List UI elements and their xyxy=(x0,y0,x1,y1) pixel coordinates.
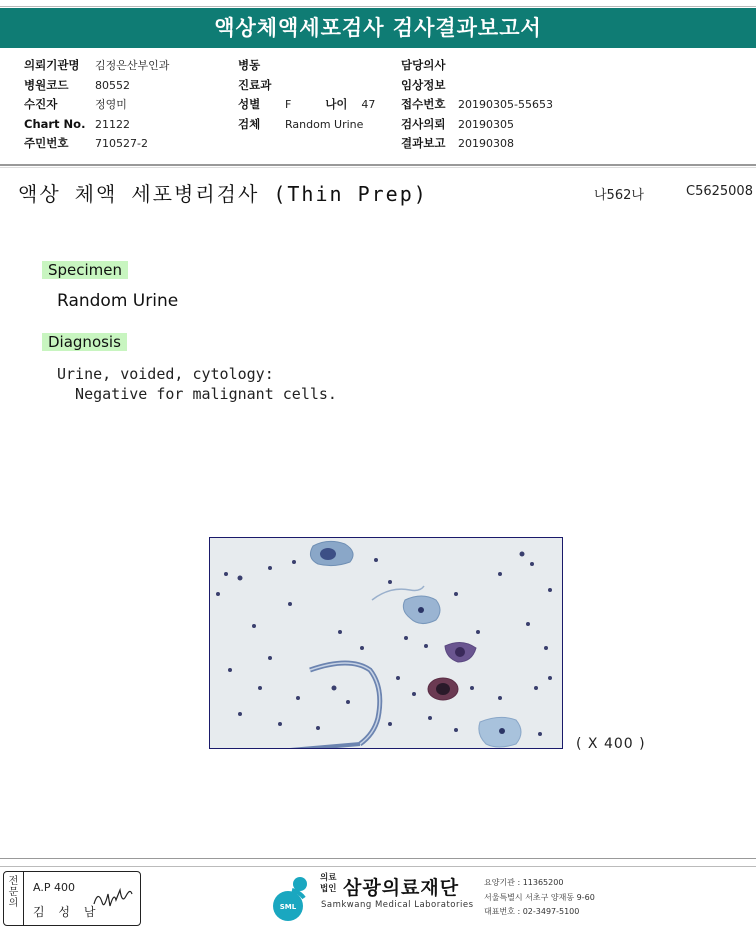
magnification-label: ( X 400 ) xyxy=(576,736,646,752)
info-row xyxy=(24,134,169,154)
header-divider xyxy=(0,164,756,166)
age-value: 47 xyxy=(361,98,376,111)
info-column-3 xyxy=(401,56,553,154)
exam-code-1: 나562나 xyxy=(594,188,644,203)
diagnosis-line-2: Negative for malignant cells. xyxy=(57,385,337,403)
info-row xyxy=(24,115,169,135)
info-label: 결과보고 xyxy=(401,136,446,150)
info-value: 20190308 xyxy=(458,137,514,150)
info-row xyxy=(24,56,169,76)
info-label: 병원코드 xyxy=(24,77,69,92)
signature-ap: A.P 400 xyxy=(33,881,75,894)
diagnosis-text xyxy=(57,364,337,404)
info-row xyxy=(401,56,553,76)
info-row xyxy=(24,76,169,96)
info-label: 의뢰기관명 xyxy=(24,58,80,72)
sml-logo-text: SML xyxy=(279,903,297,911)
lab-contact-info xyxy=(484,876,595,920)
info-label: 접수번호 xyxy=(401,97,446,111)
signature-name: 김 성 남 xyxy=(33,905,101,919)
logo-english-name: Samkwang Medical Laboratories xyxy=(321,900,474,910)
handwritten-signature xyxy=(90,884,134,914)
exam-title: 액상 체액 세포병리검사 (Thin Prep) xyxy=(18,182,428,206)
footer-divider xyxy=(0,858,756,859)
info-row xyxy=(401,95,553,115)
info-label: 주민번호 xyxy=(24,136,69,150)
logo-name: 삼광의료재단 xyxy=(343,877,460,899)
info-value: 80552 xyxy=(95,78,130,92)
info-column-1 xyxy=(24,56,169,154)
info-value: 20190305-55653 xyxy=(458,98,553,111)
diagnosis-line-1: Urine, voided, cytology: xyxy=(57,365,274,383)
info-row xyxy=(401,134,553,154)
info-column-2 xyxy=(238,56,375,134)
specimen-value: Random Urine xyxy=(57,291,179,311)
info-row xyxy=(401,76,553,96)
info-label: 진료과 xyxy=(238,77,272,92)
info-value: 20190305 xyxy=(458,117,514,131)
info-row xyxy=(238,95,375,115)
footer-divider-light xyxy=(0,866,756,867)
micrograph-svg xyxy=(210,538,562,748)
diagnosis-label: Diagnosis xyxy=(42,333,127,351)
info-value: 21122 xyxy=(95,117,130,131)
info-row xyxy=(401,115,553,135)
info-value: 정영미 xyxy=(95,98,127,111)
logo-corp-label xyxy=(320,873,336,895)
info-label: 담당의사 xyxy=(401,58,446,72)
age-label: 나이 xyxy=(325,97,348,111)
header-divider-light xyxy=(0,167,756,168)
signature-side-label: 전문의 xyxy=(4,872,24,925)
exam-code-2: C5625008 xyxy=(686,184,753,199)
info-row xyxy=(24,95,169,115)
info-value: F xyxy=(285,98,292,111)
lab-address: 서울특별시 서초구 양재동 9-60 xyxy=(484,892,595,902)
info-row xyxy=(238,76,375,96)
lab-code: 요양기관 : 11365200 xyxy=(484,878,564,887)
info-value: 710527-2 xyxy=(95,137,148,150)
specimen-label: Specimen xyxy=(42,261,128,279)
info-row xyxy=(238,56,375,76)
info-label: 검체 xyxy=(238,116,261,131)
logo-corp-line-2: 법인 xyxy=(320,884,337,894)
info-label: 검사의뢰 xyxy=(401,116,446,131)
logo-corp-line-1: 의료 xyxy=(320,873,337,883)
info-label: 성별 xyxy=(238,97,261,111)
info-value: 김정은산부인과 xyxy=(95,59,170,72)
info-value: Random Urine xyxy=(285,117,364,131)
info-label: 병동 xyxy=(238,58,261,72)
micrograph-image xyxy=(209,537,563,749)
sml-logo-icon xyxy=(270,874,316,922)
info-label: Chart No. xyxy=(24,116,86,131)
report-title: 액상체액세포검사 검사결과보고서 xyxy=(0,8,756,48)
info-label: 수진자 xyxy=(24,97,58,111)
signature-box xyxy=(3,871,141,926)
info-label: 임상정보 xyxy=(401,77,446,92)
info-row xyxy=(238,115,375,135)
top-border xyxy=(0,0,756,7)
lab-phone: 대표번호 : 02-3497-5100 xyxy=(484,907,580,916)
